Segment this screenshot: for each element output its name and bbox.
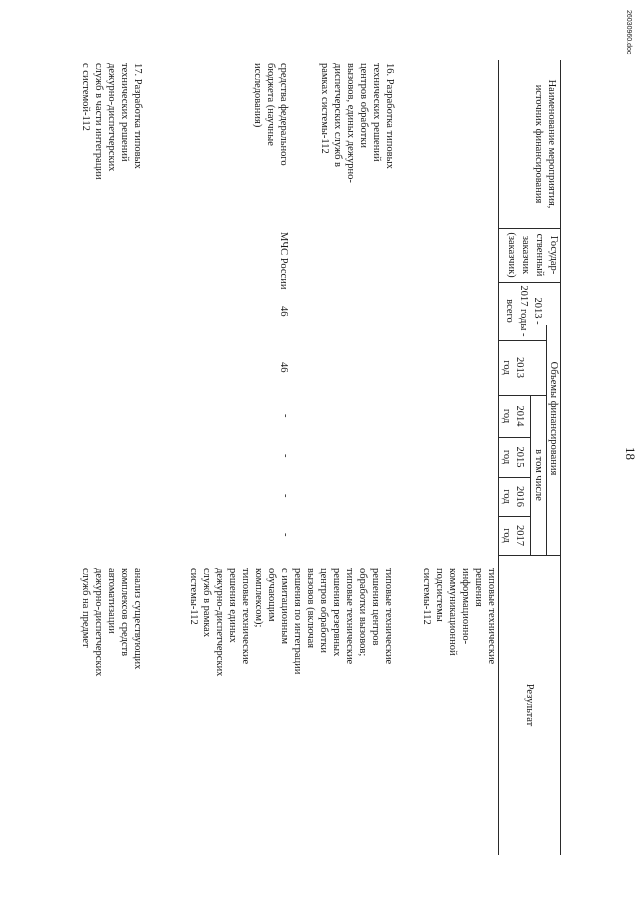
row-17-title: 17. Разработка типовых технических решений дежурно-диспетчерских служб в части интеграции с системой-112 [80, 63, 143, 180]
years-subline [530, 395, 531, 555]
header-of-which: в том числе [533, 449, 544, 501]
row-16-2014: - [280, 414, 291, 418]
row-16-total: 46 [278, 306, 289, 317]
header-name-col: Наименование мероприятия, источник финансирования [533, 79, 557, 209]
header-year-2013: 2013 год [501, 357, 525, 378]
row-16-2017: - [280, 533, 291, 537]
header-year-2015: 2015 год [501, 446, 525, 468]
header-result-col: Результат [524, 683, 535, 727]
header-year-2017: 2017 год [501, 525, 525, 546]
page-number: 18 [623, 447, 638, 460]
row-16-result: типовые технические решения центров обработки вызовов; типовые технические решения резервных центров обработки вызовов (включая решения по интеграции с имитационным обучающим комплексом); типовые технические решения единых дежурно-диспетчерских служб в рамках системы-112 [188, 568, 394, 677]
row-16-customer: МЧС России [278, 232, 289, 290]
continued-result: типовые технические решения информационно- коммуникационной подсистемы системы-112 [421, 568, 497, 665]
table-top-line [560, 60, 561, 855]
row-16-title: 16. Разработка типовых технических решений центров обработки вызовов, единых дежурно- диспетчерских служб в рамках системы-112 [319, 63, 395, 183]
row-16-2016: - [280, 494, 291, 498]
row-16-2015: - [280, 454, 291, 458]
header-year-2016: 2016 год [501, 486, 525, 507]
header-financing-group: Объемы финансирования [548, 361, 559, 476]
row-17-result: анализ существующих комплексов средств автоматизации дежурно-диспетчерских служб на предмет [80, 568, 143, 677]
header-year-2014: 2014 год [501, 405, 525, 427]
row-16-source: средства федерального бюджета (научные исследования) [252, 63, 289, 166]
row-16-2013: 46 [278, 362, 289, 373]
header-total-col: 2013 - 2017 годы - всего [504, 285, 543, 337]
doc-code: 26030960.doc [625, 10, 632, 55]
header-customer-col: Государ- ственный заказчик (заказчик) [506, 232, 559, 278]
header-bottom-line [498, 60, 499, 855]
